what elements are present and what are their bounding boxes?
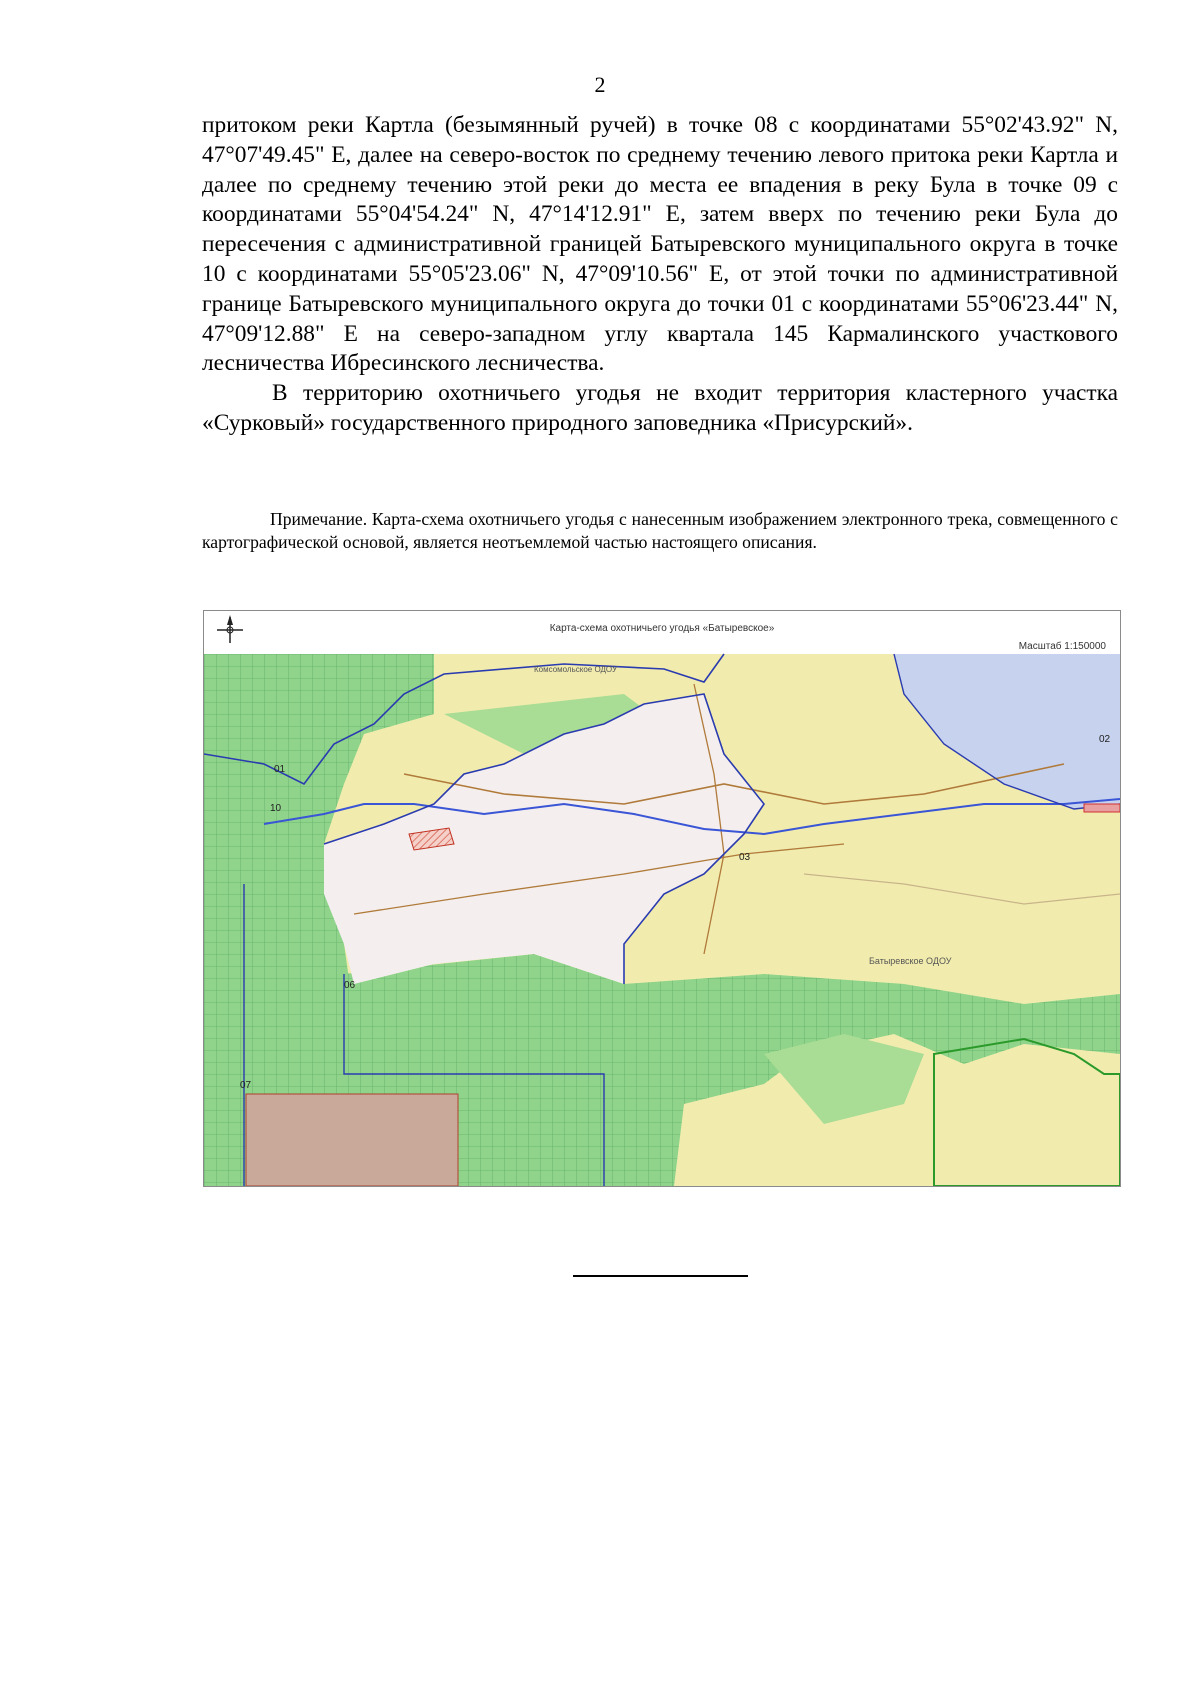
hunting-ground-map: [203, 610, 1121, 1187]
paragraph-exclusion: В территорию охотничьего угодья не входит территория кластерного участка «Сурковый» государственного природного заповедника «Присурский».: [202, 380, 1118, 436]
map-base: [204, 654, 1120, 1186]
page-number: 2: [594, 72, 606, 97]
map-note: Примечание. Карта-схема охотничьего угодья с нанесенным изображением электронного трека, совмещенного с картографической основой, является неотъемлемой частью настоящего описания.: [202, 509, 1118, 552]
paragraph-boundary-description: притоком реки Картла (безымянный ручей) в точке 08 с координатами 55°02'43.92" N, 47°07'49.45" E, далее на северо-восток по среднему течению левого притока реки Картла и далее по среднему течению этой реки до места ее впадения в реку Була в точке 09 с координатами 55°04'54.24" N, 47°14'12.91" E, затем вверх по течению реки Була до пересечения с административной границей Батыревского муниципального округа в точке 10 с координатами 55°05'23.06" N, 47°09'10.56" E, от этой точки по административной границе Батыревского муниципального округа до точки 01 с координатами 55°06'23.44" N, 47°09'12.88" E на северо-западном углу квартала 145 Кармалинского участкового лесничества Ибресинского лесничества.: [202, 112, 1118, 377]
area-label: Батыревское ОДОУ: [869, 956, 952, 966]
point-label-03: 03: [739, 852, 751, 863]
point-label-10: 10: [270, 803, 282, 814]
north-area-label: Комсомольское ОДОУ: [534, 665, 618, 674]
red-marker: [1084, 804, 1120, 812]
body-text: [202, 111, 1118, 439]
point-label-07: 07: [240, 1080, 252, 1091]
map-title: Карта-схема охотничьего угодья «Батыревское»: [549, 623, 775, 634]
point-label-01: 01: [274, 764, 286, 775]
map-scale: Масштаб 1:150000: [1018, 641, 1106, 652]
point-label-02: 02: [1099, 734, 1111, 745]
reserve-area: [246, 1094, 458, 1186]
point-label-06: 06: [344, 980, 356, 991]
end-rule: [573, 1275, 748, 1277]
